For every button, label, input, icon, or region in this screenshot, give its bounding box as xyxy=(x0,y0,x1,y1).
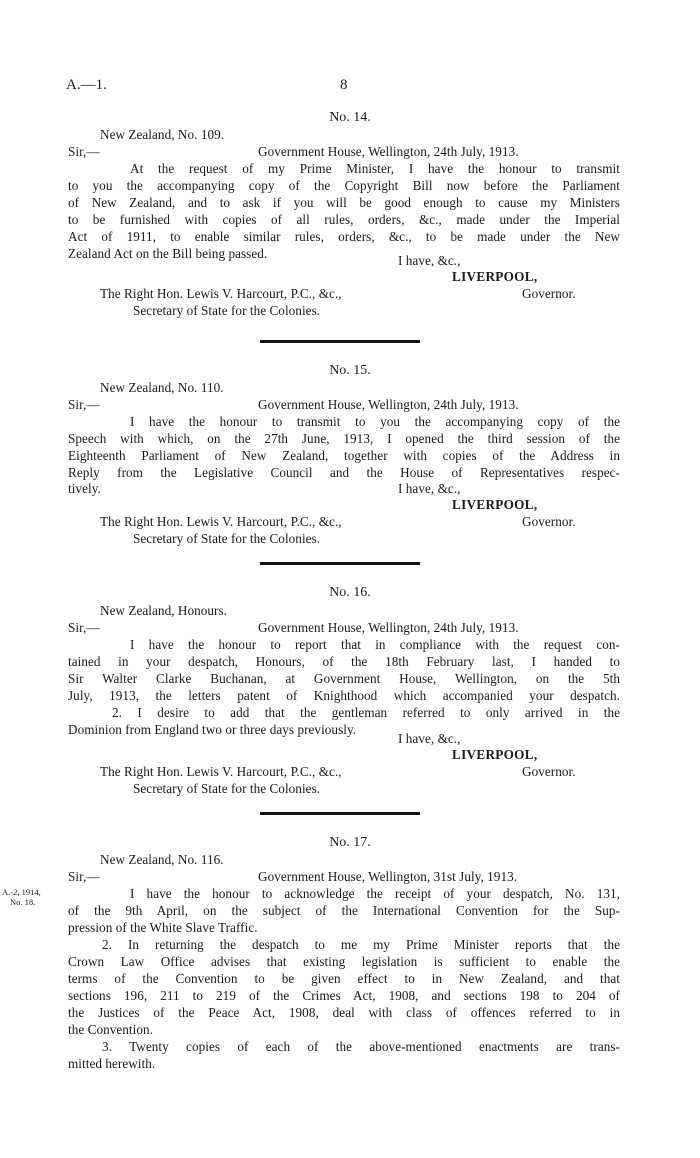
despatch-reference: New Zealand, No. 116. xyxy=(100,852,224,867)
margin-note: A.-2, 1914, xyxy=(2,887,41,897)
body-line: pression of the White Slave Traffic. xyxy=(68,920,258,935)
body-line: Dominion from England two or three days previously. xyxy=(68,722,357,737)
body-line: 3. Twenty copies of each of the above-mentioned enactments are trans- xyxy=(102,1039,620,1054)
body-line: sections 196, 211 to 219 of the Crimes Act, 1908, and sections 198 to 204 of xyxy=(68,988,620,1003)
addressee-office: Secretary of State for the Colonies. xyxy=(133,303,321,318)
body-line: July, 1913, the letters patent of Knighthood which accompanied your despatch. xyxy=(68,688,620,703)
body-line: tained in your despatch, Honours, of the 18th February last, I handed to xyxy=(68,654,620,669)
body-line: tively. xyxy=(68,481,101,496)
despatch-reference: New Zealand, No. 110. xyxy=(100,380,224,395)
place-date: Government House, Wellington, 24th July, 1913. xyxy=(258,620,519,635)
salutation: Sir,— xyxy=(68,397,100,412)
despatch-reference: New Zealand, Honours. xyxy=(100,603,228,618)
body-line: mitted herewith. xyxy=(68,1056,156,1071)
salutation: Sir,— xyxy=(68,620,100,635)
body-line: Act of 1911, to enable similar rules, orders, &c., to be made under the New xyxy=(68,229,620,244)
letter-number: No. 14. xyxy=(329,110,371,125)
signature-title: Governor. xyxy=(522,514,576,529)
place-date: Government House, Wellington, 24th July, 1913. xyxy=(258,397,519,412)
body-line: to you the accompanying copy of the Copyright Bill now before the Parliament xyxy=(68,178,620,193)
body-line: terms of the Convention to be given effect to in New Zealand, and that xyxy=(68,971,620,986)
body-line: Speech with which, on the 27th June, 1913, I opened the third session of the xyxy=(68,431,620,446)
letter-number: No. 17. xyxy=(329,835,371,850)
body-line: Sir Walter Clarke Buchanan, at Government House, Wellington, on the 5th xyxy=(68,671,620,686)
body-line: I have the honour to transmit to you the accompanying copy of the xyxy=(130,414,620,429)
body-line: Zealand Act on the Bill being passed. xyxy=(68,246,268,261)
margin-note: No. 18. xyxy=(10,897,36,907)
body-line: the Convention. xyxy=(68,1022,153,1037)
letter-number: No. 16. xyxy=(329,585,371,600)
section-divider xyxy=(260,340,420,343)
signature: LIVERPOOL, xyxy=(452,497,538,512)
addressee-office: Secretary of State for the Colonies. xyxy=(133,531,321,546)
body-line: the Justices of the Peace Act, 1908, deal with class of offences referred to in xyxy=(68,1005,620,1020)
place-date: Government House, Wellington, 31st July, 1913. xyxy=(258,869,518,884)
page-number: 8 xyxy=(340,77,348,93)
body-line: 2. In returning the despatch to me my Prime Minister reports that the xyxy=(102,937,620,952)
addressee: The Right Hon. Lewis V. Harcourt, P.C., &c., xyxy=(100,514,342,529)
document-reference: A.—1. xyxy=(66,77,107,93)
closing: I have, &c., xyxy=(398,481,461,496)
body-line: I have the honour to acknowledge the receipt of your despatch, No. 131, xyxy=(130,886,620,901)
place-date: Government House, Wellington, 24th July, 1913. xyxy=(258,144,519,159)
signature: LIVERPOOL, xyxy=(452,747,538,762)
body-line: I have the honour to report that in compliance with the request con- xyxy=(130,637,620,652)
addressee: The Right Hon. Lewis V. Harcourt, P.C., &c., xyxy=(100,286,342,301)
body-line: Crown Law Office advises that existing legislation is sufficient to enable the xyxy=(68,954,620,969)
body-line: Reply from the Legislative Council and the House of Representatives respec- xyxy=(68,465,620,480)
closing: I have, &c., xyxy=(398,253,461,268)
addressee-office: Secretary of State for the Colonies. xyxy=(133,781,321,796)
body-line: 2. I desire to add that the gentleman referred to only arrived in the xyxy=(112,705,620,720)
body-line: of the 9th April, on the subject of the International Convention for the Sup- xyxy=(68,903,620,918)
body-line: of New Zealand, and to ask if you will be good enough to cause my Ministers xyxy=(68,195,620,210)
letter-number: No. 15. xyxy=(329,363,371,378)
section-divider xyxy=(260,562,420,565)
section-divider xyxy=(260,812,420,815)
addressee: The Right Hon. Lewis V. Harcourt, P.C., &c., xyxy=(100,764,342,779)
signature-title: Governor. xyxy=(522,286,576,301)
signature: LIVERPOOL, xyxy=(452,269,538,284)
despatch-reference: New Zealand, No. 109. xyxy=(100,127,225,142)
salutation: Sir,— xyxy=(68,869,100,884)
salutation: Sir,— xyxy=(68,144,100,159)
signature-title: Governor. xyxy=(522,764,576,779)
closing: I have, &c., xyxy=(398,731,461,746)
body-line: At the request of my Prime Minister, I have the honour to transmit xyxy=(130,161,620,176)
body-line: to be furnished with copies of all rules, orders, &c., made under the Imperial xyxy=(68,212,620,227)
body-line: Eighteenth Parliament of New Zealand, together with copies of the Address in xyxy=(68,448,620,463)
